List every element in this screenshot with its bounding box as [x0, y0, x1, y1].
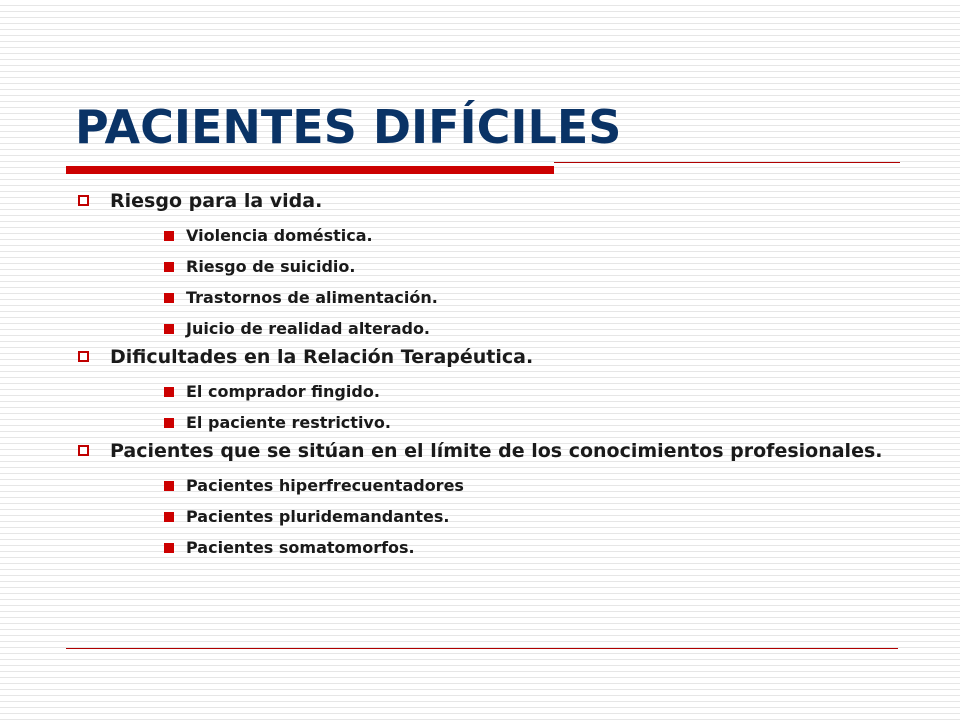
- solid-square-bullet-icon: [164, 231, 174, 241]
- sub-list: [110, 382, 896, 433]
- list-item-text: Juicio de realidad alterado.: [186, 319, 431, 338]
- solid-square-bullet-icon: [164, 418, 174, 428]
- solid-square-bullet-icon: [164, 512, 174, 522]
- section-heading: Riesgo para la vida.: [110, 190, 323, 212]
- list-item-text: Trastornos de alimentación.: [186, 288, 438, 307]
- sub-list: [110, 226, 896, 339]
- title-rule-line: [554, 162, 900, 163]
- list-item-text: El paciente restrictivo.: [186, 413, 391, 432]
- solid-square-bullet-icon: [164, 262, 174, 272]
- hollow-square-bullet-icon: [78, 351, 89, 362]
- list-item: [110, 538, 896, 558]
- list-item: [110, 507, 896, 527]
- solid-square-bullet-icon: [164, 387, 174, 397]
- list-item-text: Violencia doméstica.: [186, 226, 373, 245]
- section-item: [76, 344, 896, 433]
- list-item-text: Riesgo de suicidio.: [186, 257, 356, 276]
- hollow-square-bullet-icon: [78, 195, 89, 206]
- bullet-list: [76, 188, 896, 558]
- section-heading: Dificultades en la Relación Terapéutica.: [110, 346, 534, 368]
- title-underline-bar: [66, 166, 554, 174]
- section-heading: Pacientes que se sitúan en el límite de los conocimientos profesionales.: [110, 440, 883, 462]
- list-item: [110, 288, 896, 308]
- list-item: [110, 257, 896, 277]
- bottom-rule-line: [66, 648, 898, 649]
- sub-list: [110, 476, 896, 558]
- list-item-text: Pacientes pluridemandantes.: [186, 507, 450, 526]
- hollow-square-bullet-icon: [78, 445, 89, 456]
- list-item: [110, 476, 896, 496]
- list-item: [110, 226, 896, 246]
- list-item-text: El comprador fingido.: [186, 382, 380, 401]
- slide-title: PACIENTES DIFÍCILES: [75, 100, 622, 154]
- list-item: [110, 319, 896, 339]
- list-item: [110, 413, 896, 433]
- list-item: [110, 382, 896, 402]
- list-item-text: Pacientes hiperfrecuentadores: [186, 476, 464, 495]
- solid-square-bullet-icon: [164, 324, 174, 334]
- section-item: [76, 188, 896, 339]
- solid-square-bullet-icon: [164, 543, 174, 553]
- solid-square-bullet-icon: [164, 481, 174, 491]
- list-item-text: Pacientes somatomorfos.: [186, 538, 415, 557]
- section-item: [76, 438, 896, 558]
- solid-square-bullet-icon: [164, 293, 174, 303]
